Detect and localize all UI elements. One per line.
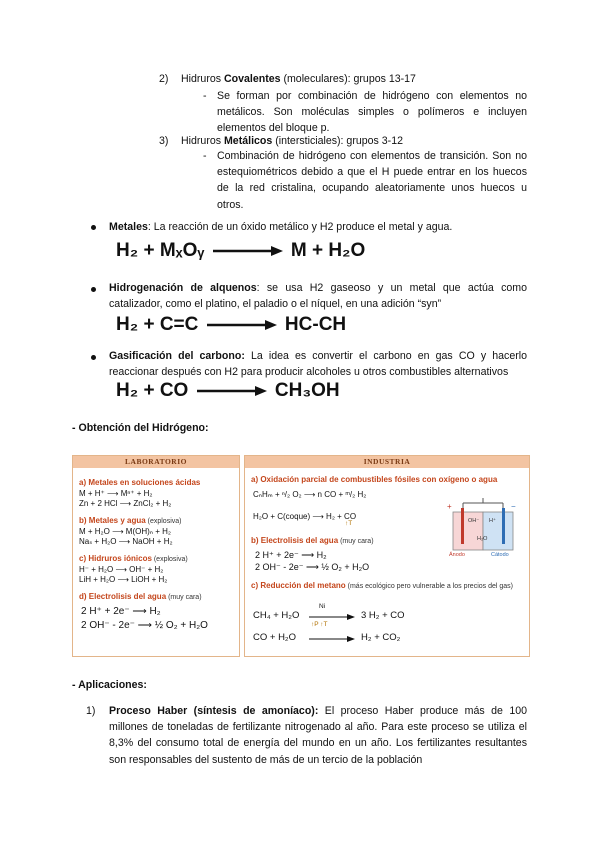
ind-b-title [251,536,374,545]
cell-minus: − [511,502,516,511]
title-prefix: Hidruros [181,135,224,147]
bullet-dot [91,225,96,230]
lab-a-title: a) Metales en soluciones ácidas [79,478,201,487]
title-text: c) Reducción del metano [251,581,346,590]
title-note: (más ecológico pero vulnerable a los precios del gas) [345,583,513,590]
hydride-metallic-title [181,133,403,149]
lab-c-eq2: LiH + H₂O ⟶ LiOH + H₂ [79,575,168,584]
reaction-arrow-icon [207,320,277,330]
lab-d-eq1: 2 H⁺ + 2e⁻ ⟶ H₂ [81,606,161,617]
lab-d-eq2: 2 OH⁻ - 2e⁻ ⟶ ½ O₂ + H₂O [81,620,208,631]
lab-b-title [79,516,181,525]
list-number: 1) [86,705,96,717]
bullet-body: : se usa H2 gaseoso y un metal que actúa como catalizador, como el platino, el paladio o el níquel, en una adición “syn” [109,282,527,311]
ind-c-condition: ↑P ↑T [311,621,328,628]
ind-c-arrow-icon [309,613,355,621]
reaction-arrow-icon [213,246,283,256]
title-text: b) Electrolisis del agua [251,536,339,545]
application-haber [109,703,527,768]
ind-c-eq2-right: H₂ + CO₂ [361,632,401,643]
ind-c-eq1-left: CH₄ + H₂O [253,610,300,621]
title-text: c) Hidruros iónicos [79,554,152,563]
ind-b-eq1: 2 H⁺ + 2e⁻ ⟶ H₂ [255,550,327,560]
reaction-arrow-icon [197,386,267,396]
equation-right: M + H₂O [290,240,366,261]
equation-hidrogenacion [116,314,346,336]
lab-a-eq2: Zn + 2 HCl ⟶ ZnCl₂ + H₂ [79,499,172,508]
ind-c-arrow2-icon [309,635,355,643]
title-text: d) Electrolisis del agua [79,592,167,601]
dash-marker: - [203,90,207,102]
panel-header: INDUSTRIA [245,456,529,468]
lab-b-eq2: Naₛ + H₂O ⟶ NaOH + H₂ [79,537,173,546]
hydride-covalent-desc: Se forman por combinación de hidrógeno con elementos no metálicos. Son moléculas simples o polímeros e incluyen elementos del bloque p. [217,90,527,135]
lab-a-eq1: M + H⁺ ⟶ Mⁿ⁺ + H₂ [79,489,153,498]
equation-right: HC-CH [284,314,347,335]
dash-marker: - [203,150,207,162]
ind-a-eq1: CₙHₘ + ⁿ/₂ O₂ ⟶ n CO + ᵐ/₂ H₂ [253,490,367,499]
cell-cathode-label: Cátodo [491,552,509,558]
equation-left: H₂ + C=C [116,314,199,335]
bullet-bold: Hidrogenación de alquenos [109,282,257,294]
title-suffix: (intersticiales): grupos 3-12 [272,135,403,147]
title-text: b) Metales y agua [79,516,146,525]
section-obtencion-heading: - Obtención del Hidrógeno: [72,422,209,434]
ind-c-title [251,581,521,592]
cell-anode-label: Ánodo [449,552,465,558]
equation-gasificacion [116,380,340,402]
title-prefix: Hidruros [181,73,224,85]
title-bold: Metálicos [223,135,273,147]
ind-a-condition: ↑T [345,520,353,527]
bullet-gasificacion-text [109,348,527,380]
bullet-bold: Metales [109,221,148,233]
figure-laboratorio [72,455,240,657]
lab-b-eq1: M + H₂O ⟶ M(OH)ₙ + H₂ [79,527,171,536]
figure-industria [244,455,530,657]
bullet-body: : La reacción de un óxido metálico y H2 produce el metal y agua. [147,221,453,233]
lab-c-title [79,554,188,563]
bullet-bold: Gasificación del carbono: [109,350,245,362]
ind-a-eq2: H₂O + C(coque) ⟶ H₂ + CO [253,512,357,521]
lab-c-eq1: H⁻ + H₂O ⟶ OH⁻ + H₂ [79,565,164,574]
section-aplicaciones-heading: - Aplicaciones: [72,679,147,691]
application-body: El proceso Haber produce más de 100 millones de toneladas de fertilizante nitrogenado al año. Para este proceso se utiliza el 8,3% del consumo total de energía del mundo en un año. Los fertilizantes resultantes son responsables del sustento de más de un tercio de la población [109,705,527,766]
title-note: (explosiva) [145,518,182,525]
lab-d-title [79,592,202,601]
ind-c-catalyst: Ni [319,603,326,610]
cell-h: H⁺ [489,518,496,524]
electrolysis-cell [447,498,519,560]
bullet-metales-text [109,219,527,235]
equation-right: CH₃OH [274,380,340,401]
title-note: (muy cara) [166,594,202,601]
bullet-body: La idea es convertir el carbono en gas CO y hacerlo reaccionar después con H2 para producir alcoholes u otros combustibles alternativos [109,350,527,379]
bullet-dot [91,355,96,360]
equation-left: H₂ + MₓOᵧ [116,240,205,261]
bullet-dot [91,287,96,292]
application-bold: Proceso Haber (síntesis de amoníaco): [109,705,319,717]
hydride-metallic-desc: Combinación de hidrógeno con elementos de transición. Son no estequiométricos debido a que el H puede entrar en los huecos de la red cristalina, ocupando aleatoriamente unos huecos u otros. [217,150,527,211]
electrolysis-cell-icon [447,498,519,560]
list-number: 3) [159,135,169,147]
hydride-covalent-title [181,71,416,87]
cell-oh: OH⁻ [468,518,480,524]
ind-a-title: a) Oxidación parcial de combustibles fósiles con oxígeno o agua [251,475,498,484]
ind-c-eq1-right: 3 H₂ + CO [361,610,405,621]
list-number: 2) [159,73,169,85]
title-note: (muy cara) [338,538,374,545]
title-note: (explosiva) [151,556,188,563]
bullet-hidrogenacion-text [109,280,527,312]
cell-water: H₂O [477,536,488,542]
equation-left: H₂ + CO [116,380,189,401]
ind-c-eq2-left: CO + H₂O [253,632,297,643]
ind-b-eq2: 2 OH⁻ - 2e⁻ ⟶ ½ O₂ + H₂O [255,562,370,572]
title-suffix: (moleculares): grupos 13-17 [280,73,416,85]
panel-header: LABORATORIO [73,456,239,468]
equation-metales [116,240,365,262]
cell-plus: + [447,502,452,511]
title-bold: Covalentes [223,73,281,85]
